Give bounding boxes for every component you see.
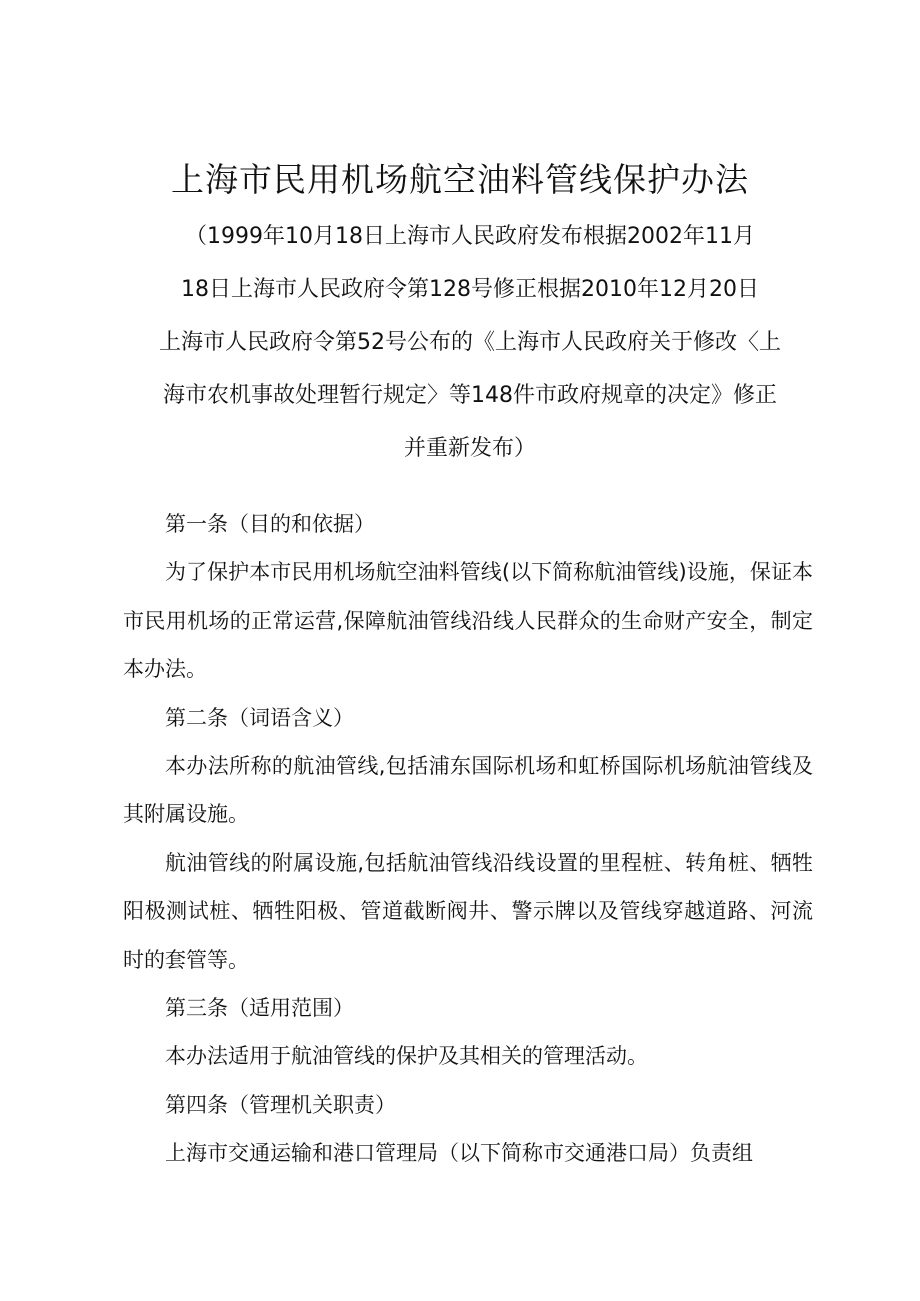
article-4 bbox=[123, 1081, 813, 1178]
article-paragraph: 上海市交通运输和港口管理局（以下简称市交通港口局）负责组 bbox=[165, 1141, 753, 1166]
article-paragraph: 本办法所称的航油管线,包括浦东国际机场和虹桥国际机场航油管线及其附属设施。 bbox=[123, 754, 813, 827]
article-heading: 第四条（管理机关职责） bbox=[165, 1092, 396, 1117]
article-heading: 第一条（目的和依据） bbox=[165, 512, 375, 536]
subtitle-line: （1999年10月18日上海市人民政府发布根据2002年11月 bbox=[185, 224, 755, 249]
article-heading: 第三条（适用范围） bbox=[165, 996, 354, 1021]
subtitle-line: 并重新发布） bbox=[403, 436, 536, 461]
document-title: 上海市民用机场航空油料管线保护办法 bbox=[171, 160, 749, 199]
article-2 bbox=[123, 694, 813, 984]
subtitle-line: 海市农机事故处理暂行规定〉等148件市政府规章的决定》修正 bbox=[163, 383, 777, 408]
subtitle-line: 18日上海市人民政府令第128号修正根据2010年12月20日 bbox=[181, 277, 759, 302]
article-1 bbox=[123, 500, 813, 694]
article-paragraph: 为了保护本市民用机场航空油料管线(以下简称航油管线)设施，保证本市民用机场的正常运营,保障航油管线沿线人民群众的生命财产安全，制定本办法。 bbox=[123, 560, 813, 682]
article-3 bbox=[123, 984, 813, 1081]
article-paragraph: 航油管线的附属设施,包括航油管线沿线设置的里程桩、转角桩、牺牲阳极测试桩、牺牲阳极、管道截断阀井、警示牌以及管线穿越道路、河流时的套管等。 bbox=[123, 850, 813, 972]
document-subtitle bbox=[120, 210, 820, 475]
article-paragraph: 本办法适用于航油管线的保护及其相关的管理活动。 bbox=[165, 1044, 648, 1069]
document-body bbox=[123, 500, 813, 1178]
article-heading: 第二条（词语含义） bbox=[165, 705, 354, 730]
subtitle-line: 上海市人民政府令第52号公布的《上海市人民政府关于修改〈上 bbox=[159, 330, 781, 355]
